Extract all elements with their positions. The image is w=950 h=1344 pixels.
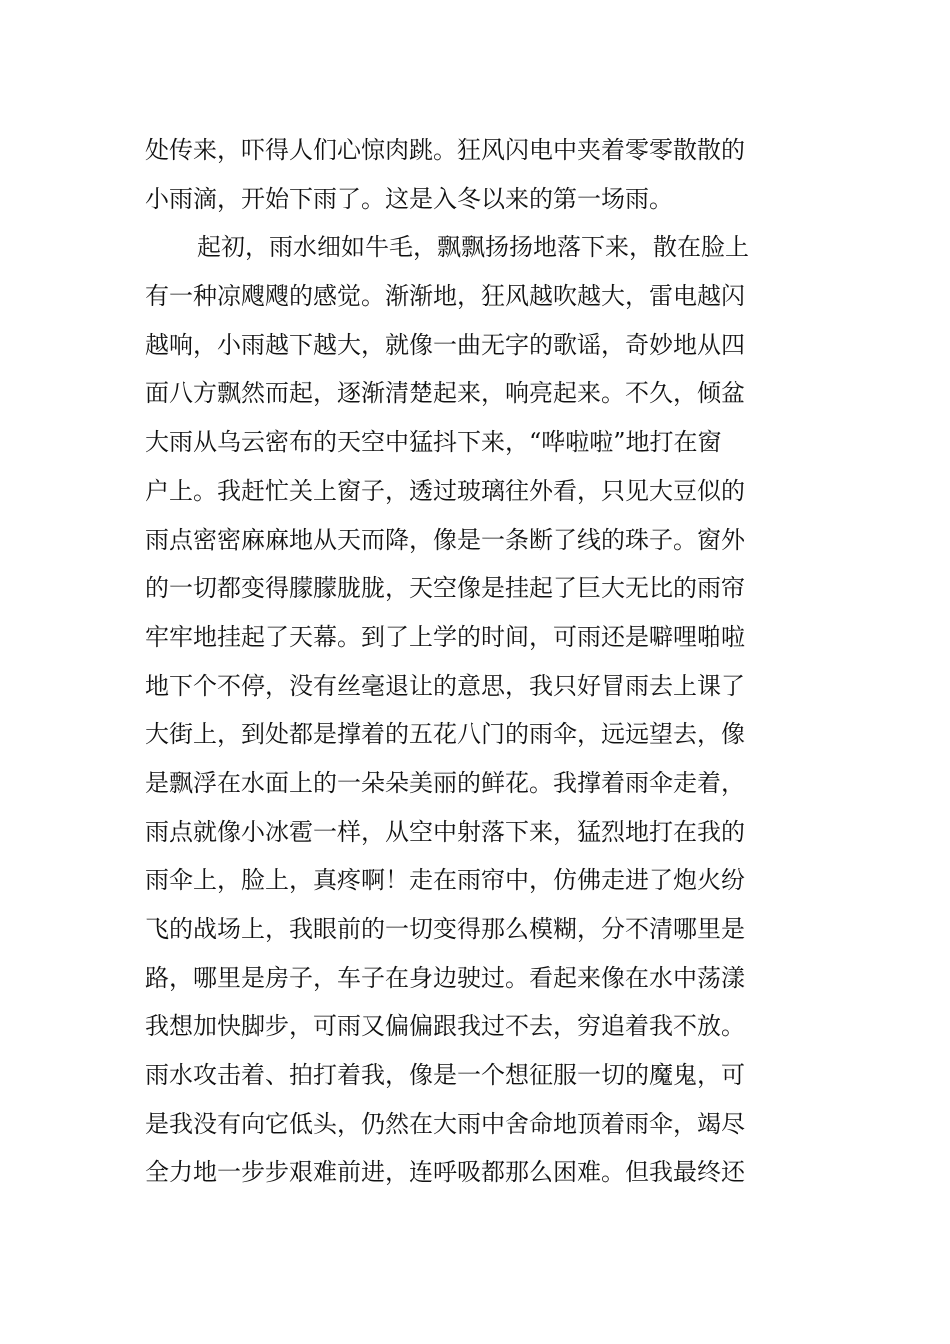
paragraph-first-line: 起初，雨水细如牛毛，飘飘扬扬地落下来，散在脸上 — [197, 233, 749, 262]
text-line: 大街上，到处都是撑着的五花八门的雨伞，远远望去，像 — [145, 720, 745, 749]
text-line: 雨点密密麻麻地从天而降，像是一条断了线的珠子。窗外 — [145, 525, 745, 554]
text-line: 全力地一步步艰难前进，连呼吸都那么困难。但我最终还 — [145, 1158, 745, 1187]
text-line: 雨水攻击着、拍打着我，像是一个想征服一切的魔鬼，可 — [145, 1061, 745, 1090]
text-line: 大雨从乌云密布的天空中猛抖下来，“哗啦啦”地打在窗 — [145, 428, 722, 457]
text-line: 飞的战场上，我眼前的一切变得那么模糊，分不清哪里是 — [145, 915, 745, 943]
text-line: 地下个不停，没有丝毫退让的意思，我只好冒雨去上课了 — [145, 671, 745, 700]
text-line: 的一切都变得朦朦胧胧，天空像是挂起了巨大无比的雨帘 — [145, 574, 745, 603]
text-line: 越响，小雨越下越大，就像一曲无字的歌谣，奇妙地从四 — [145, 330, 745, 359]
text-line: 雨点就像小冰雹一样，从空中射落下来，猛烈地打在我的 — [145, 817, 745, 846]
body-text — [145, 126, 815, 1197]
text-line: 户上。我赶忙关上窗子，透过玻璃往外看，只见大豆似的 — [145, 476, 745, 505]
text-line: 是我没有向它低头，仍然在大雨中舍命地顶着雨伞，竭尽 — [145, 1109, 745, 1138]
text-line: 面八方飘然而起，逐渐清楚起来，响亮起来。不久，倾盆 — [145, 379, 745, 408]
text-line: 雨伞上，脸上，真疼啊！走在雨帘中，仿佛走进了炮火纷 — [145, 866, 745, 895]
text-line: 是飘浮在水面上的一朵朵美丽的鲜花。我撑着雨伞走着， — [145, 768, 745, 797]
text-line: 我想加快脚步，可雨又偏偏跟我过不去，穷追着我不放。 — [145, 1012, 745, 1041]
text-line: 有一种凉飕飕的感觉。渐渐地，狂风越吹越大，雷电越闪 — [145, 282, 745, 311]
text-line: 路，哪里是房子，车子在身边驶过。看起来像在水中荡漾 — [145, 963, 745, 992]
text-line: 小雨滴，开始下雨了。这是入冬以来的第一场雨。 — [145, 184, 673, 213]
text-line: 牢牢地挂起了天幕。到了上学的时间，可雨还是噼哩啪啦 — [145, 622, 745, 651]
text-line: 处传来，吓得人们心惊肉跳。狂风闪电中夹着零零散散的 — [145, 136, 745, 164]
